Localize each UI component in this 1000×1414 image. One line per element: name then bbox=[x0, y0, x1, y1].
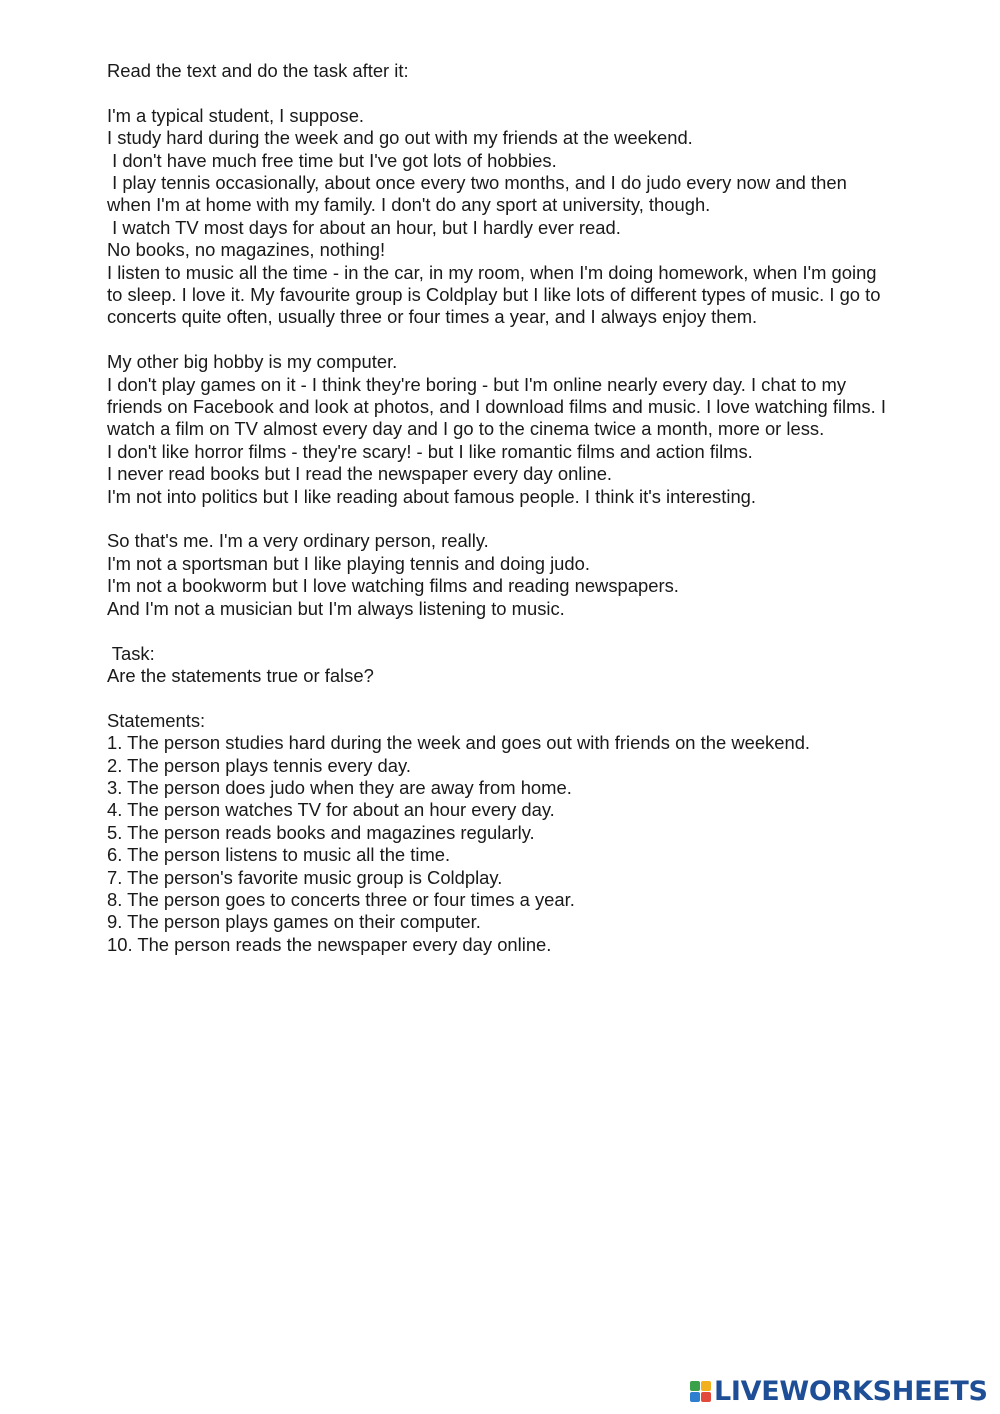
liveworksheets-logo-icon bbox=[690, 1381, 711, 1402]
task-label: Task: bbox=[107, 642, 155, 664]
spacer bbox=[107, 82, 977, 104]
passage-line: I'm not a sportsman but I like playing tennis and doing judo. bbox=[107, 552, 590, 574]
passage-line: I don't like horror films - they're scary! - but I like romantic films and action films. bbox=[107, 440, 753, 462]
passage-line: I never read books but I read the newspaper every day online. bbox=[107, 463, 613, 485]
passage-line: I'm not into politics but I like reading about famous people. I think it's interesting. bbox=[107, 485, 757, 507]
statements-list bbox=[107, 732, 977, 956]
passage-line: My other big hobby is my computer. bbox=[107, 351, 398, 373]
passage-line: I don't have much free time but I've got lots of hobbies. bbox=[107, 149, 557, 171]
passage-line: friends on Facebook and look at photos, and I download films and music. I love watching films. I bbox=[107, 396, 886, 418]
passage-line: I'm a typical student, I suppose. bbox=[107, 104, 365, 126]
spacer bbox=[107, 329, 977, 351]
statement-item: 6. The person listens to music all the time. bbox=[107, 844, 451, 866]
liveworksheets-brand: LIVEWORKSHEETS bbox=[714, 1375, 988, 1407]
passage-line: No books, no magazines, nothing! bbox=[107, 239, 386, 261]
statement-item: 9. The person plays games on their computer. bbox=[107, 911, 481, 933]
statements-label: Statements: bbox=[107, 709, 206, 731]
spacer bbox=[107, 687, 977, 709]
passage-line: watch a film on TV almost every day and I go to the cinema twice a month, more or less. bbox=[107, 418, 825, 440]
statement-item: 3. The person does judo when they are away from home. bbox=[107, 776, 572, 798]
passage-paragraph-1 bbox=[107, 105, 977, 329]
task-question: Are the statements true or false? bbox=[107, 664, 374, 686]
statement-item: 5. The person reads books and magazines regularly. bbox=[107, 821, 535, 843]
spacer bbox=[107, 508, 977, 530]
passage-paragraph-2 bbox=[107, 351, 977, 508]
passage-line: concerts quite often, usually three or four times a year, and I always enjoy them. bbox=[107, 306, 758, 328]
passage-line: I watch TV most days for about an hour, but I hardly ever read. bbox=[107, 216, 621, 238]
passage-line: I listen to music all the time - in the car, in my room, when I'm doing homework, when I'm going bbox=[107, 261, 877, 283]
passage-line: I'm not a bookworm but I love watching films and reading newspapers. bbox=[107, 575, 679, 597]
worksheet-content bbox=[107, 60, 977, 956]
passage-line: I study hard during the week and go out with my friends at the weekend. bbox=[107, 127, 693, 149]
spacer bbox=[107, 620, 977, 642]
liveworksheets-logo[interactable] bbox=[690, 1373, 988, 1409]
statement-item: 10. The person reads the newspaper every day online. bbox=[107, 933, 552, 955]
statement-item: 2. The person plays tennis every day. bbox=[107, 754, 411, 776]
statement-item: 8. The person goes to concerts three or four times a year. bbox=[107, 888, 575, 910]
passage-line: to sleep. I love it. My favourite group is Coldplay but I like lots of different types of music. I go to bbox=[107, 284, 881, 306]
statement-item: 1. The person studies hard during the week and goes out with friends on the weekend. bbox=[107, 732, 811, 754]
statement-item: 7. The person's favorite music group is Coldplay. bbox=[107, 866, 503, 888]
instructions: Read the text and do the task after it: bbox=[107, 60, 409, 81]
passage-paragraph-3 bbox=[107, 530, 977, 620]
passage-line: I play tennis occasionally, about once every two months, and I do judo every now and then bbox=[107, 172, 847, 194]
passage-line: I don't play games on it - I think they're boring - but I'm online nearly every day. I chat to my bbox=[107, 373, 847, 395]
statement-item: 4. The person watches TV for about an hour every day. bbox=[107, 799, 555, 821]
passage-line: And I'm not a musician but I'm always listening to music. bbox=[107, 597, 565, 619]
passage-line: when I'm at home with my family. I don't do any sport at university, though. bbox=[107, 194, 711, 216]
passage-line: So that's me. I'm a very ordinary person, really. bbox=[107, 530, 489, 552]
